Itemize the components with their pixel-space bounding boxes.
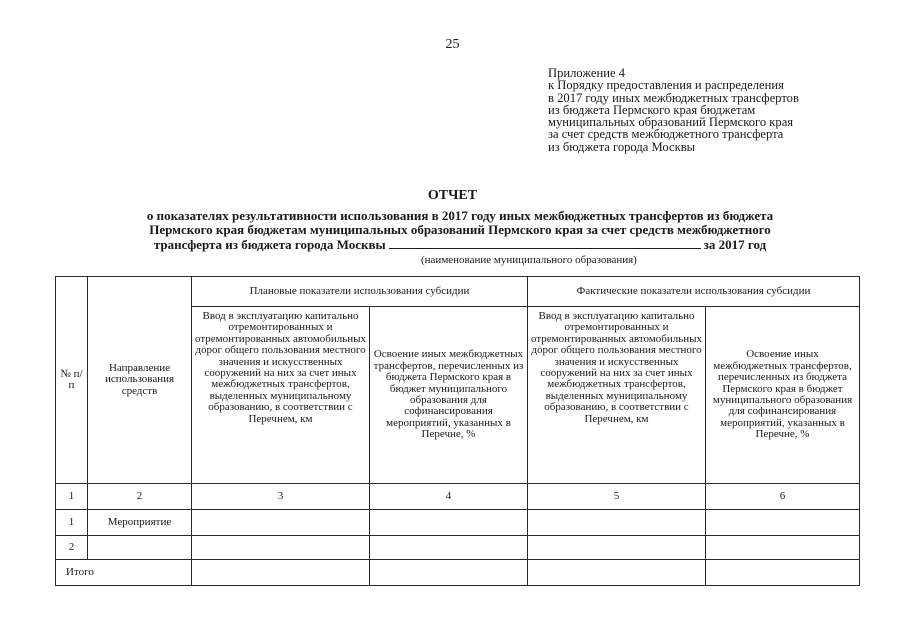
row-cell — [528, 536, 706, 560]
appendix-line: в 2017 году иных межбюджетных трансфертов — [548, 90, 799, 105]
row-cell — [192, 536, 370, 560]
subtitle-line-end: за 2017 год — [703, 237, 767, 252]
header-direction: Направление использования средств — [88, 277, 192, 484]
column-number: 6 — [706, 484, 860, 510]
report-title: ОТЧЕТ — [427, 188, 478, 203]
column-number: 2 — [88, 484, 192, 510]
appendix-line: из бюджета города Москвы — [548, 139, 696, 154]
page-number: 25 — [445, 37, 460, 52]
header-actual-roads: Ввод в эксплуатацию капитально отремонтированных и отремонтированных автомобильных дорог общего пользования местного значения и искусственных сооружений на них за счет иных межбюджетных трансфертов, выделенных муниципальному образованию, в соответствии с Перечнем, км — [528, 307, 706, 484]
municipality-name-blank — [389, 237, 701, 249]
appendix-note — [548, 67, 799, 153]
appendix-line: Приложение 4 — [548, 66, 626, 80]
header-no: № п/п — [56, 277, 88, 484]
row-cell — [192, 560, 370, 586]
appendix-line: к Порядку предоставления и распределения — [548, 78, 784, 93]
row-cell — [370, 510, 528, 536]
column-number: 1 — [56, 484, 88, 510]
subtitle-line — [95, 237, 825, 252]
row-cell — [706, 510, 860, 536]
row-cell — [706, 560, 860, 586]
row-cell — [370, 536, 528, 560]
header-group-planned: Плановые показатели использования субсидии — [192, 277, 528, 307]
report-table — [55, 276, 860, 586]
report-subtitle — [95, 209, 825, 252]
subtitle-line: о показателях результативности использования в 2017 году иных межбюджетных трансфертов из бюджета — [146, 208, 774, 223]
column-number: 5 — [528, 484, 706, 510]
row-cell — [528, 560, 706, 586]
header-actual-funds: Освоение иных межбюджетных трансфертов, перечисленных из бюджета Пермского края в бюджет муниципального образования для софинансирования мероприятий, указанных в Перечне, % — [706, 307, 860, 484]
column-number: 4 — [370, 484, 528, 510]
header-group-actual: Фактические показатели использования субсидии — [528, 277, 860, 307]
subtitle-line: Пермского края бюджетам муниципальных образований Пермского края за счет средств межбюджетного — [149, 222, 771, 237]
row-cell — [370, 560, 528, 586]
table-row — [56, 536, 860, 560]
row-no: 1 — [56, 510, 88, 536]
subtitle-line-start: трансферта из бюджета города Москвы — [153, 237, 386, 252]
appendix-line: из бюджета Пермского края бюджетам — [548, 102, 756, 117]
municipality-hint: (наименование муниципального образования) — [421, 254, 637, 266]
table-row — [56, 510, 860, 536]
header-planned-funds: Освоение иных межбюджетных трансфертов, перечисленных из бюджета Пермского края в бюджет муниципального образования для софинансирования мероприятий, указанных в Перечне, % — [370, 307, 528, 484]
row-direction — [88, 536, 192, 560]
row-no: 2 — [56, 536, 88, 560]
appendix-line: за счет средств межбюджетного трансферта — [548, 127, 784, 142]
total-row — [56, 560, 860, 586]
total-label: Итого — [56, 560, 192, 586]
row-cell — [192, 510, 370, 536]
row-cell — [528, 510, 706, 536]
column-number: 3 — [192, 484, 370, 510]
row-direction: Мероприятие — [88, 510, 192, 536]
appendix-line: муниципальных образований Пермского края — [548, 115, 794, 130]
row-cell — [706, 536, 860, 560]
header-planned-roads: Ввод в эксплуатацию капитально отремонтированных и отремонтированных автомобильных дорог общего пользования местного значения и искусственных сооружений на них за счет иных межбюджетных трансфертов, выделенных муниципальному образованию, в соответствии с Перечнем, км — [192, 307, 370, 484]
